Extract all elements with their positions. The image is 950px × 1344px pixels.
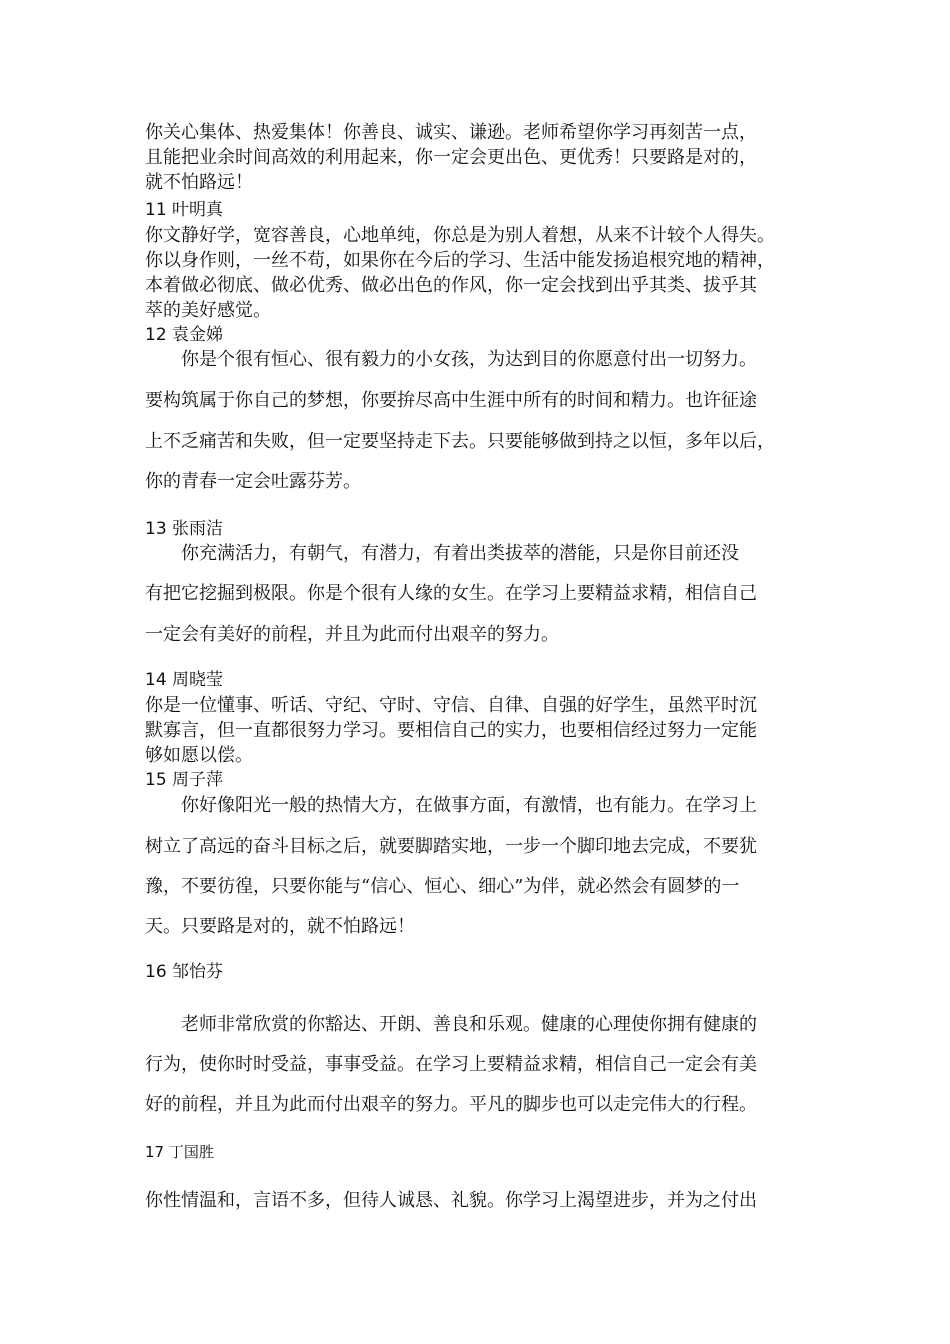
section-11 — [145, 198, 825, 323]
paragraph-line: 你以身作则，一丝不苟，如果你在今后的学习、生活中能发扬追根究地的精神， — [145, 250, 775, 271]
paragraph-line: 默寡言，但一直都很努力学习。要相信自己的实力，也要相信经过努力一定能 — [145, 720, 757, 741]
paragraph-line: 树立了高远的奋斗目标之后，就要脚踏实地，一步一个脚印地去完成，不要犹 — [145, 836, 757, 857]
paragraph-line: 你的青春一定会吐露芬芳。 — [145, 471, 361, 492]
paragraph-line: 你文静好学，宽容善良，心地单纯，你总是为别人着想，从来不计较个人得失。 — [145, 225, 775, 246]
paragraph-line: 天。只要路是对的，就不怕路远！ — [145, 916, 415, 937]
paragraph-line: 要构筑属于你自己的梦想，你要拚尽高中生涯中所有的时间和精力。也许征途 — [145, 390, 757, 411]
paragraph-line: 老师非常欣赏的你豁达、开朗、善良和乐观。健康的心理使你拥有健康的 — [181, 1014, 757, 1035]
section-14 — [145, 668, 825, 768]
paragraph-line: 上不乏痛苦和失败，但一定要坚持走下去。只要能够做到持之以恒，多年以后， — [145, 431, 775, 452]
student-heading: 17 丁国胜 — [145, 1143, 214, 1161]
paragraph-line: 且能把业余时间高效的利用起来，你一定会更出色、更优秀！只要路是对的， — [145, 147, 757, 168]
paragraph-line: 行为，使你时时受益，事事受益。在学习上要精益求精，相信自己一定会有美 — [145, 1054, 757, 1075]
paragraph-line: 你性情温和，言语不多，但待人诚恳、礼貌。你学习上渴望进步，并为之付出 — [145, 1190, 757, 1211]
paragraph-line: 够如愿以偿。 — [145, 745, 253, 766]
student-heading: 13 张雨洁 — [145, 519, 224, 539]
student-heading: 11 叶明真 — [145, 200, 224, 220]
intro-paragraph — [145, 120, 825, 195]
paragraph-line: 你充满活力，有朝气，有潜力，有着出类拔萃的潜能，只是你目前还没 — [181, 543, 739, 564]
student-heading: 16 邹怡芬 — [145, 962, 224, 982]
student-heading: 14 周晓莹 — [145, 670, 224, 690]
paragraph-line: 你是个很有恒心、很有毅力的小女孩，为达到目的你愿意付出一切努力。 — [181, 349, 757, 370]
student-heading: 12 袁金娣 — [145, 325, 224, 345]
paragraph-line: 你是一位懂事、听话、守纪、守时、守信、自律、自强的好学生，虽然平时沉 — [145, 695, 757, 716]
paragraph-line: 好的前程，并且为此而付出艰辛的努力。平凡的脚步也可以走完伟大的行程。 — [145, 1094, 757, 1115]
paragraph-line: 你关心集体、热爱集体！你善良、诚实、谦逊。老师希望你学习再刻苦一点， — [145, 122, 757, 143]
paragraph-line: 一定会有美好的前程，并且为此而付出艰辛的努力。 — [145, 624, 559, 645]
student-heading: 15 周子萍 — [145, 770, 224, 790]
paragraph-line: 本着做必彻底、做必优秀、做必出色的作风，你一定会找到出乎其类、拔乎其 — [145, 275, 757, 296]
paragraph-line: 有把它挖掘到极限。你是个很有人缘的女生。在学习上要精益求精，相信自己 — [145, 583, 757, 604]
paragraph-line: 豫，不要彷徨，只要你能与“信心、恒心、细心”为伴，就必然会有圆梦的一 — [145, 876, 740, 897]
paragraph-line: 你好像阳光一般的热情大方，在做事方面，有激情，也有能力。在学习上 — [181, 795, 757, 816]
paragraph-line: 萃的美好感觉。 — [145, 300, 271, 321]
paragraph-line: 就不怕路远！ — [145, 172, 253, 193]
